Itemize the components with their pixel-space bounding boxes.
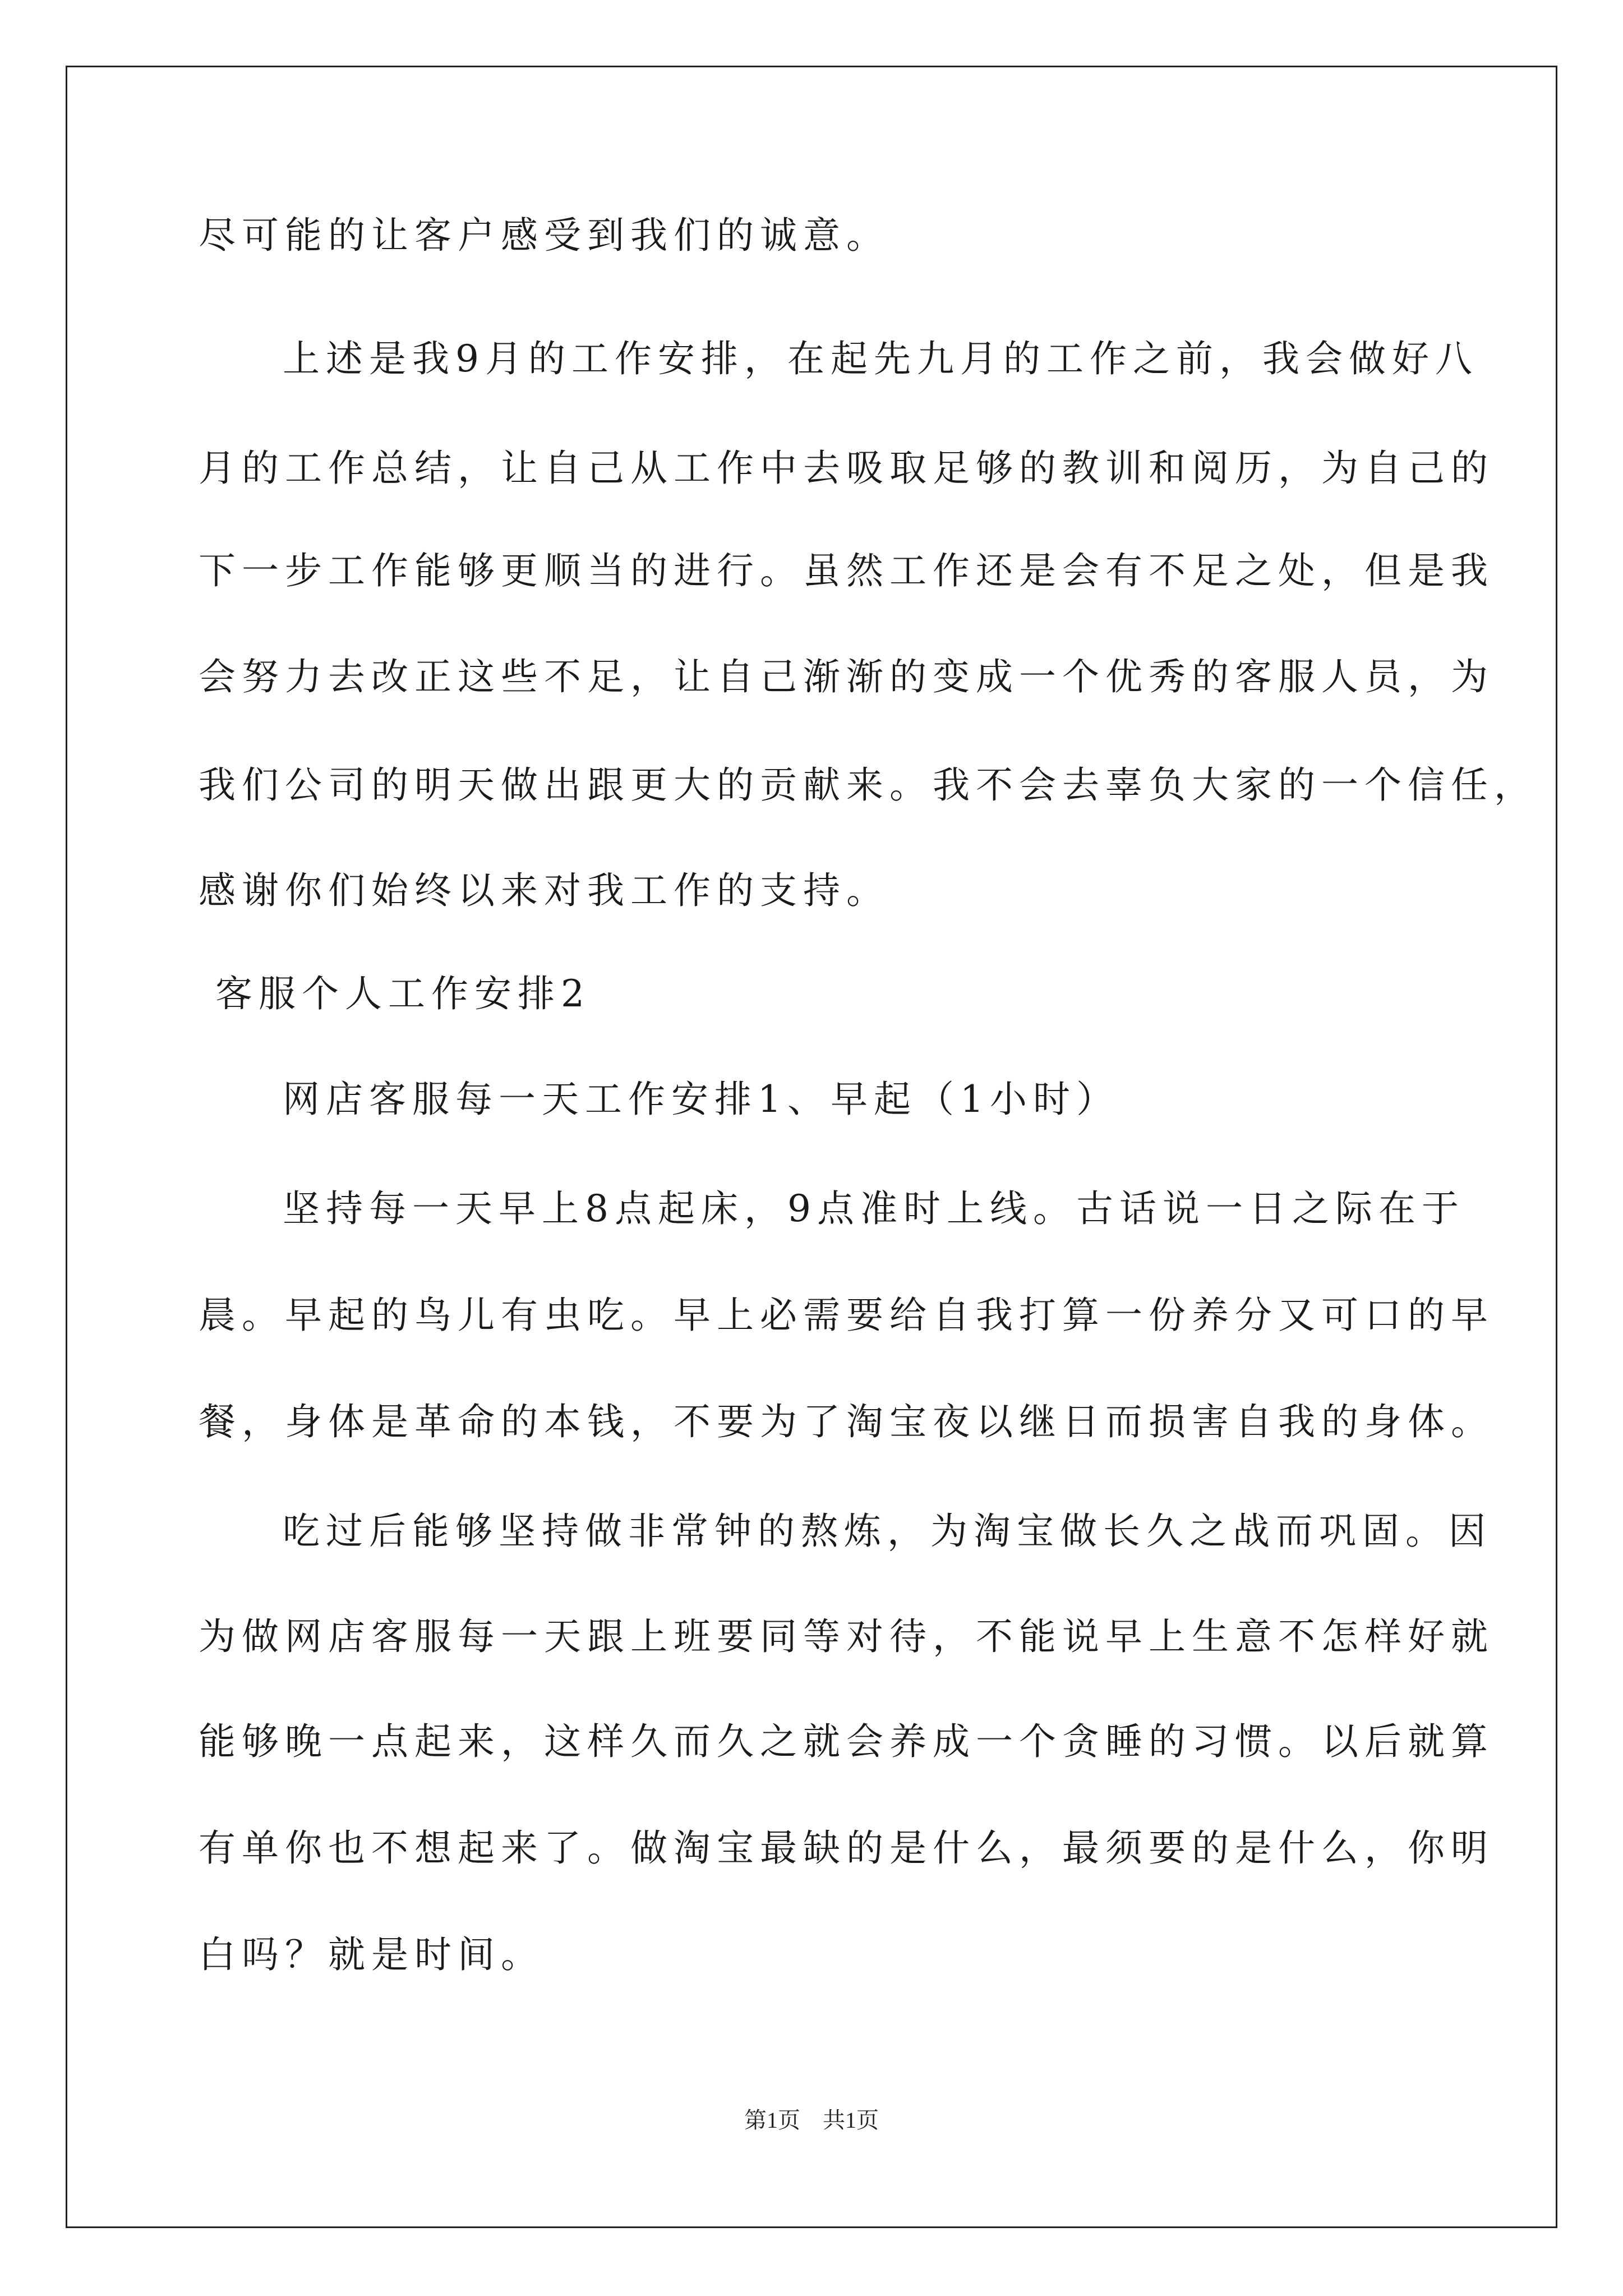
text-line: 餐，身体是革命的本钱，不要为了淘宝夜以继日而损害自我的身体。 xyxy=(199,1400,1494,1443)
text-line: 能够晚一点起来，这样久而久之就会养成一个贪睡的习惯。以后就算 xyxy=(199,1720,1494,1763)
text-line: 下一步工作能够更顺当的进行。虽然工作还是会有不足之处，但是我 xyxy=(199,549,1494,592)
text-line: 为做网店客服每一天跟上班要同等对待，不能说早上生意不怎样好就 xyxy=(199,1615,1494,1658)
page-border xyxy=(66,66,1557,2228)
text-line: 尽可能的让客户感受到我们的诚意。 xyxy=(199,214,889,257)
text-line: 白吗？就是时间。 xyxy=(199,1933,544,1976)
text-line: 月的工作总结，让自己从工作中去吸取足够的教训和阅历，为自己的 xyxy=(199,447,1494,490)
paragraph-start-line: 坚持每一天早上8点起床，9点准时上线。古话说一日之际在于 xyxy=(283,1187,1465,1230)
paragraph-start-line: 吃过后能够坚持做非常钟的熬炼，为淘宝做长久之战而巩固。因 xyxy=(283,1510,1492,1553)
section-heading: 客服个人工作安排2 xyxy=(215,972,591,1015)
text-line: 晨。早起的鸟儿有虫吃。早上必需要给自我打算一份养分又可口的早 xyxy=(199,1294,1494,1337)
text-line: 我们公司的明天做出跟更大的贡献来。我不会去辜负大家的一个信任， xyxy=(199,763,1537,807)
text-line: 感谢你们始终以来对我工作的支持。 xyxy=(199,869,889,912)
subheading-line: 网店客服每一天工作安排1、早起（1小时） xyxy=(283,1078,1119,1121)
paragraph-start-line: 上述是我9月的工作安排，在起先九月的工作之前，我会做好八 xyxy=(283,337,1478,380)
text-line: 有单你也不想起来了。做淘宝最缺的是什么，最须要的是什么，你明 xyxy=(199,1826,1494,1870)
text-line: 会努力去改正这些不足，让自己渐渐的变成一个优秀的客服人员，为 xyxy=(199,655,1494,698)
page-number-footer: 第1页 共1页 xyxy=(744,2108,879,2133)
